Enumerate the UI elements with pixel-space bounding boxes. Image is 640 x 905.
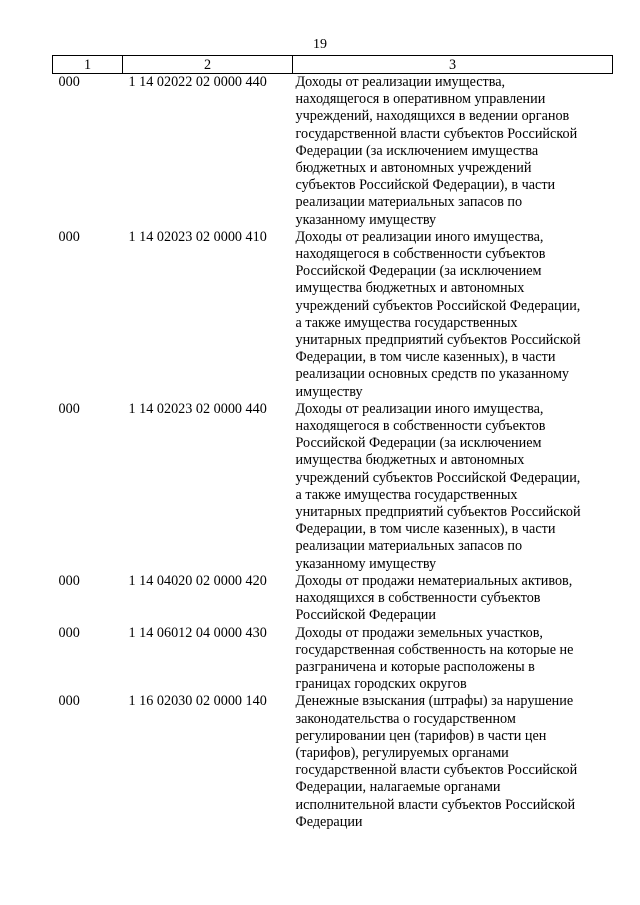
- admin-code-cell: 000: [58, 400, 80, 417]
- revenue-classification-table: [52, 55, 613, 831]
- column-header-2: 2: [123, 56, 293, 74]
- column-header-3: 3: [293, 56, 613, 74]
- column-header-1: 1: [53, 56, 123, 74]
- table-row: [53, 401, 613, 573]
- table-row: [53, 693, 613, 831]
- revenue-name-cell: Доходы от продажи нематериальных активов, находящихся в собственности субъектов Российской Федерации: [295, 572, 573, 624]
- admin-code-cell: 000: [58, 572, 80, 589]
- table-row: [53, 74, 613, 229]
- admin-code-cell: 000: [58, 624, 80, 641]
- revenue-name-cell: Доходы от реализации иного имущества, находящегося в собственности субъектов Российской Федерации (за исключением имущества бюджетных и автономных учреждений субъектов Российской Федерации, а также имущества государственных унитарных предприятий субъектов Российской Федерации, в том числе казенных), в части реализации основных средств по указанному имуществу: [295, 228, 581, 400]
- budget-code-cell: 1 14 06012 04 0000 430: [128, 624, 267, 641]
- revenue-name-cell: Доходы от продажи земельных участков, государственная собственность на которые не разграничена и которые расположены в границах городских округов: [295, 624, 574, 693]
- page-number: 19: [313, 37, 327, 52]
- table-header-row: [53, 56, 613, 74]
- admin-code-cell: 000: [58, 693, 80, 710]
- table-row: [53, 573, 613, 625]
- budget-code-cell: 1 14 02022 02 0000 440: [128, 74, 267, 90]
- table-row: [53, 625, 613, 694]
- admin-code-cell: 000: [58, 228, 80, 245]
- revenue-name-cell: Доходы от реализации иного имущества, находящегося в собственности субъектов Российской Федерации (за исключением имущества бюджетных и автономных учреждений субъектов Российской Федерации, а также имущества государственных унитарных предприятий субъектов Российской Федерации, в том числе казенных), в части реализации материальных запасов по указанному имуществу: [295, 400, 581, 572]
- revenue-name-cell: Денежные взыскания (штрафы) за нарушение законодательства о государственном регулировании цен (тарифов) в части цен (тарифов), регулируемых органами государственной власти субъектов Российской Федерации, налагаемые органами исполнительной власти субъектов Российской Федерации: [295, 693, 578, 830]
- admin-code-cell: 000: [58, 74, 80, 90]
- revenue-name-cell: Доходы от реализации имущества, находящегося в оперативном управлении учреждений, находящихся в ведении органов государственной власти субъектов Российской Федерации (за исключением имущества бюджетных и автономных учреждений субъектов Российской Федерации), в части реализации материальных запасов по указанному имуществу: [295, 74, 578, 228]
- budget-code-cell: 1 14 04020 02 0000 420: [128, 572, 267, 589]
- table-row: [53, 229, 613, 401]
- table-body: [53, 74, 613, 831]
- table-header: [53, 56, 613, 74]
- budget-code-cell: 1 16 02030 02 0000 140: [128, 693, 267, 710]
- budget-code-cell: 1 14 02023 02 0000 440: [128, 400, 267, 417]
- budget-code-cell: 1 14 02023 02 0000 410: [128, 228, 267, 245]
